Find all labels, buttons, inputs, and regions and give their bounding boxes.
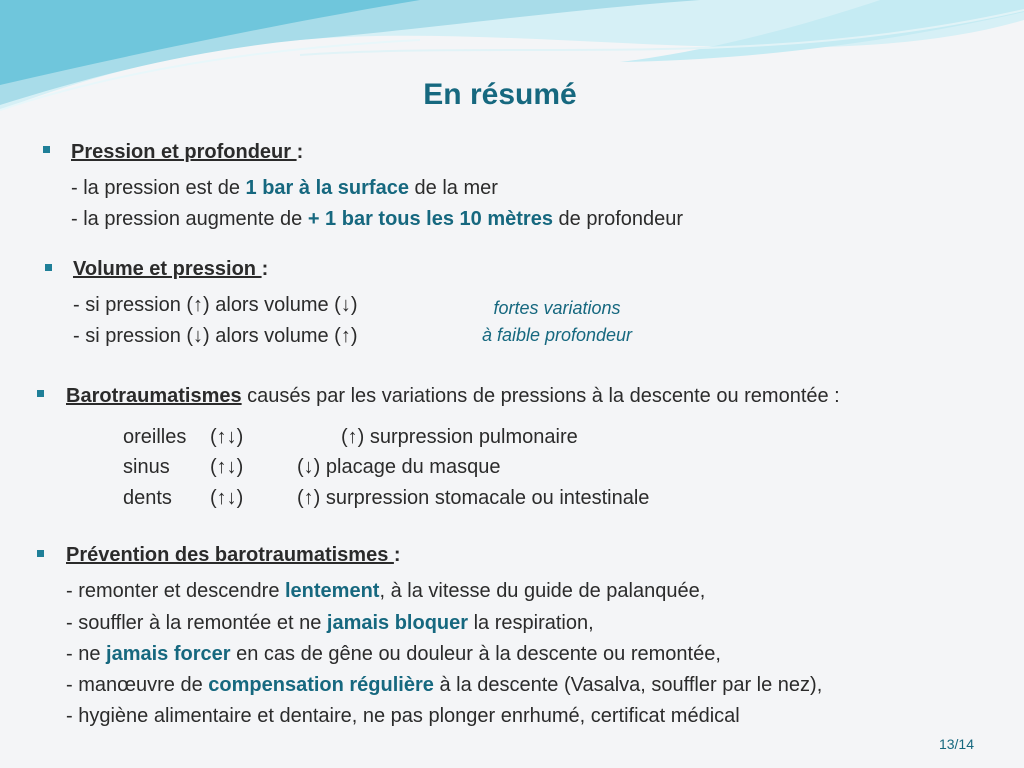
text: - souffler à la remontée et ne (66, 612, 327, 634)
bullet-icon (43, 146, 50, 153)
text: - ne (66, 643, 107, 665)
prevention-line-5: - hygiène alimentaire et dentaire, ne pas plonger enrhumé, certificat médical (66, 705, 740, 727)
effect-sinus: (↓) placage du masque (297, 456, 501, 478)
prevention-line-3 (66, 643, 721, 666)
page-number: 13/14 (938, 736, 974, 752)
text: de profondeur (552, 208, 684, 230)
volume-note-2: à faible profondeur (481, 325, 633, 345)
pression-line-2 (71, 208, 683, 231)
effect-oreilles: (↑) surpression pulmonaire (341, 426, 578, 448)
volume-note-1: fortes variations (493, 298, 621, 318)
heading-colon: : (296, 141, 304, 163)
bullet-icon (37, 390, 44, 397)
highlight: compensation régulière (208, 674, 434, 696)
text: - manœuvre de (66, 674, 209, 696)
highlight: lentement (285, 580, 380, 602)
section-heading-prevention (66, 544, 401, 567)
effect-dents: (↑) surpression stomacale ou intestinale (297, 487, 650, 509)
text: , à la vitesse du guide de palanquée, (379, 580, 706, 602)
arrows-sinus: (↑↓) (210, 456, 244, 478)
heading-text: Pression et profondeur (71, 141, 297, 163)
heading-text: Prévention des barotraumatismes (66, 544, 394, 566)
volume-line-1: - si pression (↑) alors volume (↓) (73, 294, 358, 316)
organ-dents: dents (123, 487, 172, 509)
text: - la pression augmente de (71, 208, 308, 230)
prevention-line-2 (66, 612, 594, 635)
barotrauma-heading (66, 385, 840, 408)
arrows-dents: (↑↓) (210, 487, 244, 509)
bullet-icon (37, 550, 44, 557)
highlight: 1 bar à la surface (245, 177, 409, 199)
text: à la descente (Vasalva, souffler par le nez), (433, 674, 823, 696)
text: la respiration, (468, 612, 594, 634)
text: - remonter et descendre (66, 580, 285, 602)
text: de la mer (408, 177, 498, 199)
arrows-oreilles: (↑↓) (210, 426, 244, 448)
heading-text: Barotraumatismes (66, 385, 242, 407)
highlight: jamais forcer (106, 643, 231, 665)
bullet-icon (45, 264, 52, 271)
organ-sinus: sinus (123, 456, 170, 478)
volume-line-2: - si pression (↓) alors volume (↑) (73, 325, 358, 347)
heading-colon: : (261, 258, 269, 280)
highlight: jamais bloquer (326, 612, 469, 634)
heading-rest: causés par les variations de pressions à la descente ou remontée : (241, 385, 840, 407)
highlight: + 1 bar tous les 10 mètres (307, 208, 553, 230)
prevention-line-1 (66, 580, 705, 603)
pression-line-1 (71, 177, 498, 200)
heading-colon: : (393, 544, 401, 566)
text: - la pression est de (71, 177, 246, 199)
text: en cas de gêne ou douleur à la descente ou remontée, (230, 643, 721, 665)
slide-title: En résumé (423, 78, 577, 111)
heading-text: Volume et pression (73, 258, 262, 280)
organ-oreilles: oreilles (123, 426, 187, 448)
section-heading-volume (73, 258, 268, 281)
section-heading-pression (71, 141, 303, 164)
prevention-line-4 (66, 674, 822, 697)
